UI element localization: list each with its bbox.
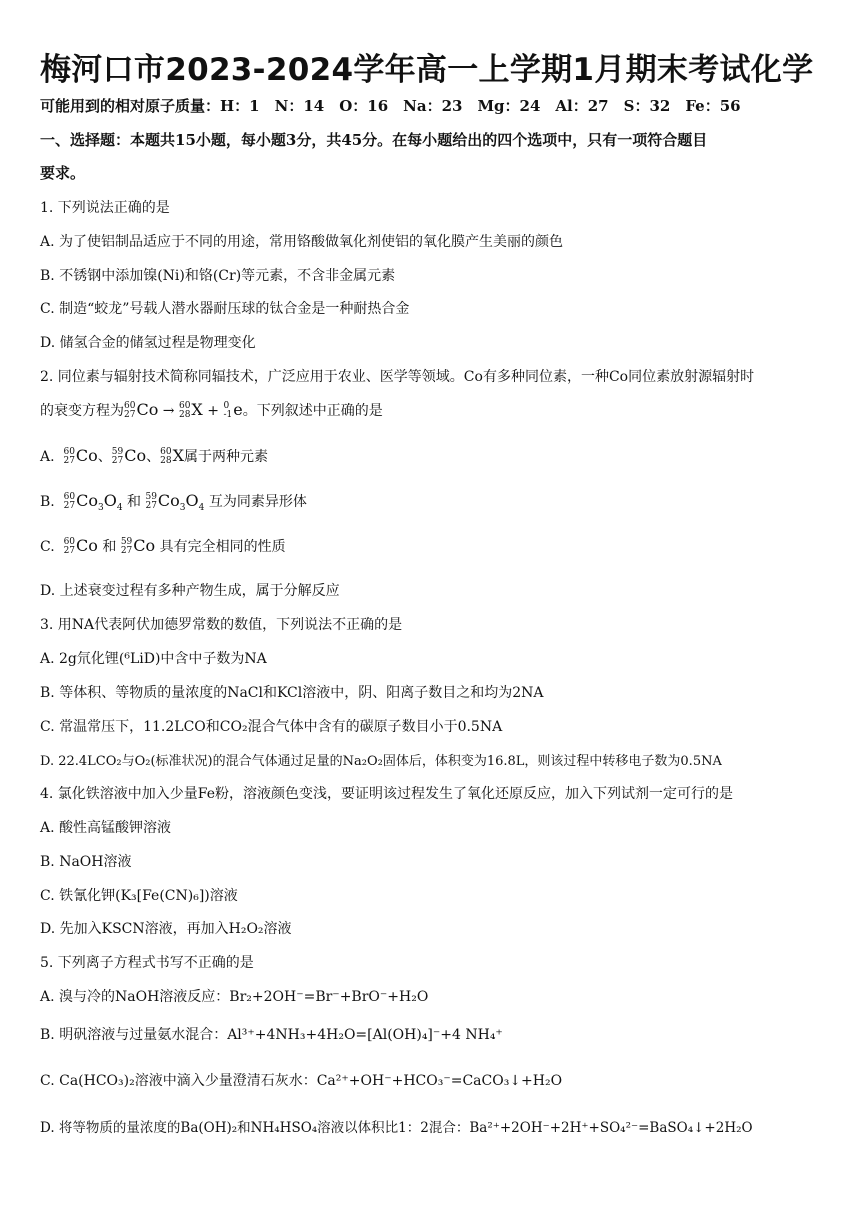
q2-option-c-text: 具有完全相同的性质 — [159, 539, 286, 555]
q2-option-c: C. 60 27 Co 和 59 27 Co 具有完全相同的性质 — [40, 536, 286, 556]
section-heading-line2: 要求。 — [40, 164, 86, 182]
section-heading-line1: 一、选择题：本题共15小题，每小题3分，共45分。在每小题给出的四个选项中，只有一项符合题目 — [40, 131, 708, 149]
page-title: 梅河口市2023-2024学年高一上学期1月期末考试化学 — [40, 52, 814, 88]
q4-option-c: C. 铁氰化钾(K₃[Fe(CN)₆])溶液 — [40, 888, 238, 904]
q5-option-c: C. Ca(HCO₃)₂溶液中滴入少量澄清石灰水：Ca²⁺+OH⁻+HCO₃⁻=CaCO₃↓+H₂O — [40, 1073, 563, 1089]
atomic-masses: 可能用到的相对原子质量：H：1 N：14 O：16 Na：23 Mg：24 Al：27 S：32 Fe：56 — [40, 97, 741, 115]
q2-stem: 2. 同位素与辐射技术简称同辐技术，广泛应用于农业、医学等领域。Co有多种同位素，一种Co同位素放射源辐射时 — [40, 369, 755, 385]
q3-option-b: B. 等体积、等物质的量浓度的NaCl和KCl溶液中，阴、阳离子数目之和均为2NA — [40, 685, 544, 701]
q3-stem: 3. 用NA代表阿伏加德罗常数的数值，下列说法不正确的是 — [40, 617, 403, 633]
q5-stem: 5. 下列离子方程式书写不正确的是 — [40, 955, 254, 971]
q2-option-b: B. 60 27 $Co_3O_4$ 和 59 27 $Co_3O_4$ 互为同素异形体 — [40, 491, 307, 514]
q1-option-a: A. 为了使铝制品适应于不同的用途，常用铬酸做氧化剂使铝的氧化膜产生美丽的颜色 — [40, 234, 564, 250]
q4-option-a: A. 酸性高锰酸钾溶液 — [40, 820, 172, 836]
q2-stem-equation: 的衰变方程为 60 27 Co → 60 28 X + 0 -1 e。下列叙述中正确的是 — [40, 400, 383, 420]
q2-stem-post: 。下列叙述中正确的是 — [242, 403, 383, 419]
q5-option-a: A. 溴与冷的NaOH溶液反应：Br₂+2OH⁻=Br⁻+BrO⁻+H₂O — [40, 989, 429, 1005]
q1-option-d: D. 储氢合金的储氢过程是物理变化 — [40, 335, 256, 351]
q3-option-c: C. 常温常压下，11.2LCO和CO₂混合气体中含有的碳原子数目小于0.5NA — [40, 719, 503, 735]
q1-option-c: C. 制造“蛟龙”号载人潜水器耐压球的钛合金是一种耐热合金 — [40, 301, 410, 317]
q2-option-a: A. 60 27 Co、 59 27 Co、 60 28 X属于两种元素 — [40, 446, 268, 466]
q4-option-b: B. NaOH溶液 — [40, 854, 132, 870]
q2-stem-pre: 的衰变方程为 — [40, 403, 124, 419]
q4-stem: 4. 氯化铁溶液中加入少量Fe粉，溶液颜色变浅，要证明该过程发生了氧化还原反应，加入下列试剂一定可行的是 — [40, 786, 734, 802]
q1-option-b: B. 不锈钢中添加镍(Ni)和铬(Cr)等元素，不含非金属元素 — [40, 268, 396, 284]
q4-option-d: D. 先加入KSCN溶液，再加入H₂O₂溶液 — [40, 921, 292, 937]
q3-option-a: A. 2g氘化锂(⁶LiD)中含中子数为NA — [40, 651, 267, 667]
q2-option-a-text: 属于两种元素 — [183, 449, 268, 465]
q3-option-d: D. 22.4LCO₂与O₂(标准状况)的混合气体通过足量的Na₂O₂固体后，体积变为16.8L，则该过程中转移电子数为0.5NA — [40, 754, 722, 769]
q2-option-d: D. 上述衰变过程有多种产物生成，属于分解反应 — [40, 583, 340, 599]
q2-option-b-text: 互为同素异形体 — [208, 494, 307, 510]
q5-option-d: D. 将等物质的量浓度的Ba(OH)₂和NH₄HSO₄溶液以体积比1：2混合：Ba²⁺+2OH⁻+2H⁺+SO₄²⁻=BaSO₄↓+2H₂O — [40, 1120, 753, 1136]
q1-stem: 1. 下列说法正确的是 — [40, 200, 170, 216]
q5-option-b: B. 明矾溶液与过量氨水混合：Al³⁺+4NH₃+4H₂O=[Al(OH)₄]⁻+4 NH₄⁺ — [40, 1027, 503, 1043]
